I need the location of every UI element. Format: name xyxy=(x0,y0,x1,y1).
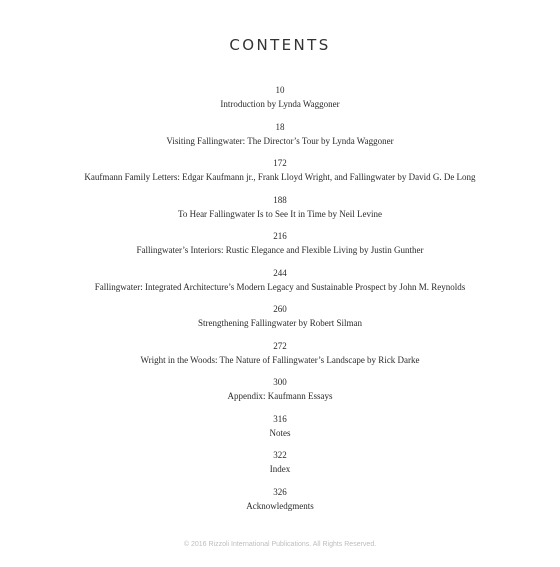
toc-entry xyxy=(0,448,560,485)
toc-page-number: 322 xyxy=(273,450,287,460)
toc-title: Index xyxy=(269,464,291,474)
toc-entry xyxy=(0,412,560,449)
toc-title: To Hear Fallingwater Is to See It in Time by Neil Levine xyxy=(177,208,383,219)
toc-entry xyxy=(0,229,560,266)
toc-title: Wright in the Woods: The Nature of Fallingwater’s Landscape by Rick Darke xyxy=(140,354,420,365)
toc-title: Kaufmann Family Letters: Edgar Kaufmann jr., Frank Lloyd Wright, and Fallingwater by David G. De Long xyxy=(84,172,476,182)
toc-entry xyxy=(0,266,560,303)
toc-entry xyxy=(0,83,560,120)
toc-entry xyxy=(0,375,560,412)
toc-entry xyxy=(0,156,560,193)
toc-page-number: 18 xyxy=(275,121,285,132)
toc-page-number: 188 xyxy=(273,194,287,205)
toc-page-number: 300 xyxy=(273,377,287,387)
toc-title: Appendix: Kaufmann Essays xyxy=(227,391,333,401)
contents-heading: CONTENTS xyxy=(229,36,331,54)
toc-page-number: 216 xyxy=(273,231,287,241)
toc-entry xyxy=(0,339,560,376)
toc-entry xyxy=(0,485,560,522)
toc-page-number: 316 xyxy=(273,413,287,424)
toc-title: Visiting Fallingwater: The Director’s Tour by Lynda Waggoner xyxy=(166,135,394,146)
toc-page-number: 10 xyxy=(275,85,285,95)
toc-page-number: 172 xyxy=(273,158,287,168)
toc-title: Fallingwater: Integrated Architecture’s Modern Legacy and Sustainable Prospect by John M. Reynolds xyxy=(94,281,466,292)
toc-title: Acknowledgments xyxy=(246,500,314,511)
toc-title: Notes xyxy=(269,427,291,438)
toc-entry xyxy=(0,120,560,157)
table-of-contents xyxy=(0,83,560,521)
toc-title: Fallingwater’s Interiors: Rustic Elegance and Flexible Living by Justin Gunther xyxy=(136,245,424,255)
copyright-notice: © 2016 Rizzoli International Publications. All Rights Reserved. xyxy=(183,541,377,548)
toc-page-number: 244 xyxy=(273,267,287,278)
toc-page-number: 326 xyxy=(273,486,287,497)
toc-page-number: 272 xyxy=(273,340,287,351)
toc-title: Strengthening Fallingwater by Robert Silman xyxy=(198,318,362,328)
toc-entry xyxy=(0,302,560,339)
toc-page-number: 260 xyxy=(273,304,287,314)
toc-title: Introduction by Lynda Waggoner xyxy=(220,99,340,109)
toc-entry xyxy=(0,193,560,230)
